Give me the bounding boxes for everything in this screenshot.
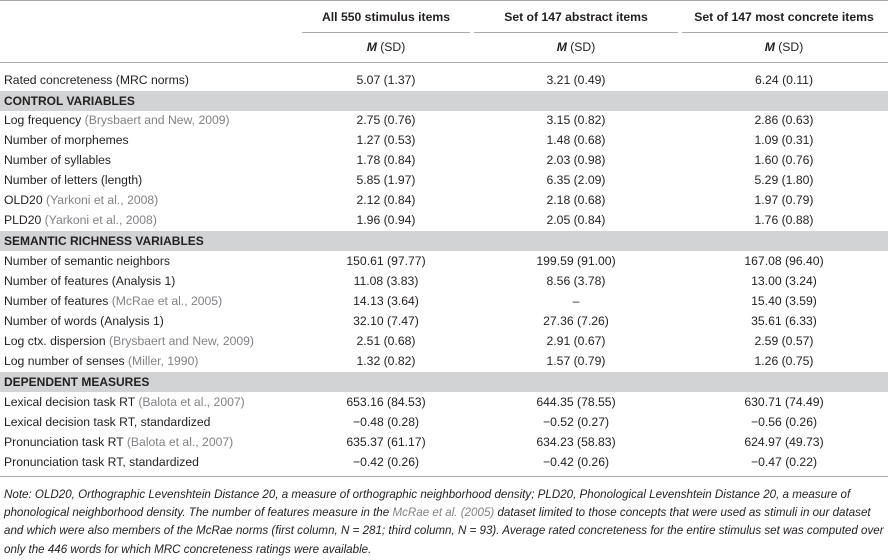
citation: (Balota et al., 2007) [138, 395, 245, 409]
table-cell: 1.09 (0.31) [754, 133, 814, 147]
table-cell: 150.61 (97.77) [346, 254, 426, 268]
row-label: Pronunciation task RT, standardized [4, 455, 199, 469]
row-label: Lexical decision task RT, standardized [4, 415, 211, 429]
table-cell: 1.57 (0.79) [546, 354, 606, 368]
section-band-semantic-richness [0, 231, 888, 251]
table-cell: 35.61 (6.33) [751, 314, 817, 328]
table-cell: 2.86 (0.63) [754, 113, 814, 127]
citation: (Balota et al., 2007) [126, 435, 234, 449]
table-cell: 2.75 (0.76) [356, 113, 416, 127]
row-label: Number of words (Analysis 1) [4, 314, 164, 328]
table-cell: 644.35 (78.55) [536, 395, 616, 409]
table-cell: −0.42 (0.26) [352, 455, 420, 469]
header-all-550: All 550 stimulus items [321, 10, 451, 24]
table-cell: −0.48 (0.28) [352, 415, 420, 429]
table-cell: 167.08 (96.40) [744, 254, 824, 268]
table-cell: 2.03 (0.98) [546, 153, 606, 167]
table-cell: −0.56 (0.26) [750, 415, 818, 429]
row-label: Number of features (Analysis 1) [4, 274, 176, 288]
table-cell: 624.97 (49.73) [744, 435, 824, 449]
section-band-control-variables [0, 91, 888, 111]
section-title: CONTROL VARIABLES [4, 94, 135, 108]
table-cell: 1.60 (0.76) [754, 153, 814, 167]
cell-concreteness-abstract: 3.21 (0.49) [546, 73, 606, 87]
row-label: Number of semantic neighbors [4, 254, 170, 268]
section-title: DEPENDENT MEASURES [4, 375, 150, 389]
table-cell: 5.85 (1.97) [356, 173, 416, 187]
table-cell: 634.23 (58.83) [536, 435, 616, 449]
row-label: Number of letters (length) [4, 173, 143, 187]
table-cell: 5.29 (1.80) [754, 173, 814, 187]
table-cell: 635.37 (61.17) [346, 435, 426, 449]
table-cell: −0.52 (0.27) [542, 415, 610, 429]
table-cell: 199.59 (91.00) [536, 254, 616, 268]
header-bottom-rule [0, 62, 888, 63]
table-cell: 1.32 (0.82) [356, 354, 416, 368]
cell-concreteness-all: 5.07 (1.37) [356, 73, 416, 87]
header-concrete-147: Set of 147 most concrete items [694, 10, 874, 24]
row-label: Number of features (McRae et al., 2005) [4, 294, 223, 308]
cell-concreteness-concrete: 6.24 (0.11) [754, 73, 814, 87]
row-label: OLD20 (Yarkoni et al., 2008) [4, 193, 159, 207]
header-abstract-147: Set of 147 abstract items [504, 10, 648, 24]
table-cell: 2.51 (0.68) [356, 334, 416, 348]
table-cell: 14.13 (3.64) [353, 294, 419, 308]
table-cell: 15.40 (3.59) [751, 294, 817, 308]
header-rule-3 [682, 32, 888, 33]
table-cell: −0.47 (0.22) [750, 455, 818, 469]
table-cell: 1.96 (0.94) [356, 213, 416, 227]
row-label: Pronunciation task RT (Balota et al., 2007) [4, 435, 234, 449]
row-label: Lexical decision task RT (Balota et al., 2007) [4, 395, 245, 409]
row-label-rated-concreteness: Rated concreteness (MRC norms) [4, 73, 189, 87]
table-cell: 11.08 (3.83) [353, 274, 419, 288]
table-cell: 8.56 (3.78) [546, 274, 606, 288]
row-label: Log number of senses (Miller, 1990) [4, 354, 199, 368]
table-cell: – [572, 294, 580, 308]
table-cell: 653.16 (84.53) [346, 395, 426, 409]
citation: (Yarkoni et al., 2008) [46, 193, 159, 207]
table-note: Note: OLD20, Orthographic Levenshtein Distance 20, a measure of orthographic neighborhood density; PLD20, Phonological Levenshtein Distance 20, a measure of phonological neighborhood density. The number of features measure in the McRae et al. (2005) dataset limited to those concepts that were used as stimuli in our dataset and which were also members of the McRae norms (first column, N = 281; third column, N = 93). Average rated concreteness for the entire stimulus set was computed over only the 446 words for which MRC concreteness ratings were available. [4, 488, 884, 556]
table-cell: 1.26 (0.75) [754, 354, 814, 368]
citation: (Brysbaert and New, 2009) [84, 113, 230, 127]
table-cell: 27.36 (7.26) [543, 314, 609, 328]
row-label: Log ctx. dispersion (Brysbaert and New, 2009) [4, 334, 254, 348]
row-label: PLD20 (Yarkoni et al., 2008) [4, 213, 157, 227]
bottom-rule [0, 476, 888, 477]
row-label: Number of morphemes [4, 133, 129, 147]
table-cell: 1.76 (0.88) [754, 213, 814, 227]
table-cell: 1.78 (0.84) [356, 153, 416, 167]
section-title: SEMANTIC RICHNESS VARIABLES [4, 234, 204, 248]
subheader-m-sd-3: M (SD) [764, 40, 804, 54]
row-label: Log frequency (Brysbaert and New, 2009) [4, 113, 230, 127]
subheader-m-sd-2: M (SD) [556, 40, 596, 54]
table-cell: 1.97 (0.79) [754, 193, 814, 207]
citation: (Yarkoni et al., 2008) [44, 213, 157, 227]
table-cell: 6.35 (2.09) [546, 173, 606, 187]
table-cell: 2.18 (0.68) [546, 193, 606, 207]
table-cell: 2.91 (0.67) [546, 334, 606, 348]
citation: (Miller, 1990) [127, 354, 199, 368]
table-cell: 2.12 (0.84) [356, 193, 416, 207]
table-cell: 2.05 (0.84) [546, 213, 606, 227]
citation: (Brysbaert and New, 2009) [109, 334, 254, 348]
top-rule [0, 0, 888, 1]
table-cell: 1.48 (0.68) [546, 133, 606, 147]
header-rule-1 [302, 32, 470, 33]
citation: (McRae et al., 2005) [111, 294, 223, 308]
table-cell: 2.59 (0.57) [754, 334, 814, 348]
row-label: Number of syllables [4, 153, 112, 167]
header-rule-2 [474, 32, 678, 33]
table-cell: 1.27 (0.53) [356, 133, 416, 147]
table-cell: −0.42 (0.26) [542, 455, 610, 469]
subheader-m-sd-1: M (SD) [366, 40, 406, 54]
table-cell: 3.15 (0.82) [546, 113, 606, 127]
table-cell: 13.00 (3.24) [751, 274, 817, 288]
table-cell: 32.10 (7.47) [353, 314, 419, 328]
section-band-dependent-measures [0, 372, 888, 392]
table-cell: 630.71 (74.49) [744, 395, 824, 409]
note-citation: McRae et al. (2005) [392, 506, 495, 520]
